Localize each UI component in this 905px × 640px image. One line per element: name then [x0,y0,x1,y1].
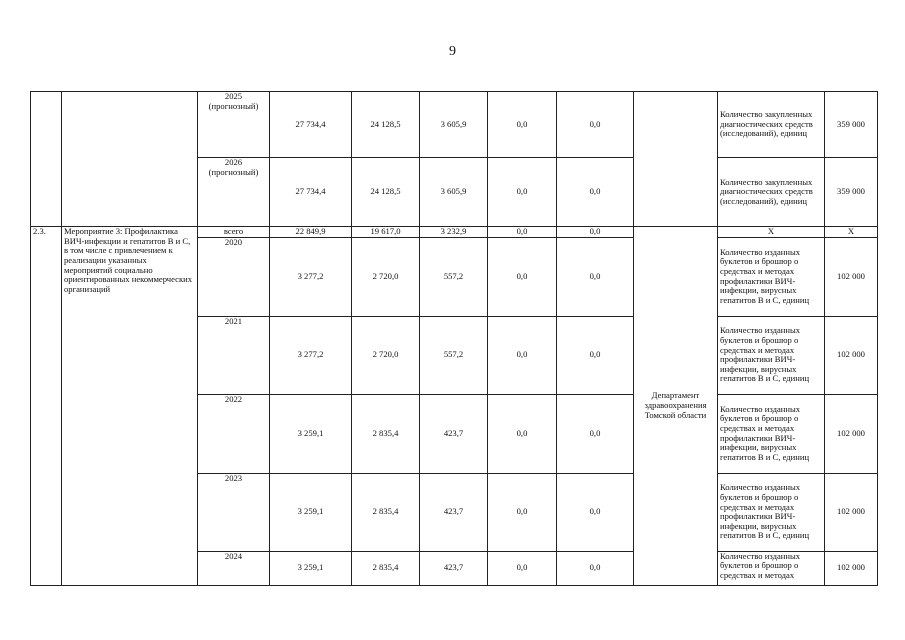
year-cell: 2021 [198,316,270,394]
value-federal: 2 720,0 [352,237,420,316]
year-note: (прогнозный) [208,166,259,177]
value-regional: 423,7 [420,551,488,585]
year-cell: 2022 [198,394,270,473]
value-total: 27 734,4 [270,92,352,158]
year-cell: 2023 [198,473,270,551]
indicator-value: 102 000 [825,473,878,551]
indicator-name: Количество изданных буклетов и брошюр о средствах и методах [718,551,825,585]
value-federal: 2 835,4 [352,394,420,473]
value-total: 3 259,1 [270,473,352,551]
indicator-name: Х [718,227,825,238]
value-federal: 19 617,0 [352,227,420,238]
value-local: 0,0 [488,92,557,158]
executor-cell [634,92,718,227]
indicator-value: 359 000 [825,92,878,158]
value-local: 0,0 [488,158,557,227]
value-other: 0,0 [557,92,634,158]
value-local: 0,0 [488,473,557,551]
value-total: 3 277,2 [270,316,352,394]
value-federal: 2 835,4 [352,473,420,551]
value-federal: 2 835,4 [352,551,420,585]
value-regional: 3 605,9 [420,92,488,158]
value-other: 0,0 [557,551,634,585]
value-other: 0,0 [557,316,634,394]
year-note: (прогнозный) [208,100,259,111]
year-cell [198,158,270,227]
indicator-value: 102 000 [825,237,878,316]
value-federal: 24 128,5 [352,92,420,158]
indicator-value: 359 000 [825,158,878,227]
indicator-name: Количество изданных буклетов и брошюр о средствах и методах профилактики ВИЧ-инфекции, вирусных гепатитов В и С, единиц [718,316,825,394]
year-cell [198,92,270,158]
value-regional: 3 232,9 [420,227,488,238]
number-cell [31,92,62,227]
value-federal: 2 720,0 [352,316,420,394]
value-local: 0,0 [488,551,557,585]
value-local: 0,0 [488,237,557,316]
year-cell: 2024 [198,551,270,585]
indicator-value: 102 000 [825,394,878,473]
value-local: 0,0 [488,394,557,473]
year-label: 2026 [224,157,243,167]
indicator-value: Х [825,227,878,238]
value-other: 0,0 [557,158,634,227]
measure-name: Мероприятие 3: Профилактика ВИЧ-инфекции и гепатитов В и С, в том числе с привлечением к реализации указанных мероприятий социально ориентированных некоммерческих организаций [62,227,198,586]
value-total: 22 849,9 [270,227,352,238]
executor: Департамент здравоохранения Томской области [634,227,718,586]
indicator-name: Количество закупленных диагностических средств (исследований), единиц [718,158,825,227]
indicator-value: 102 000 [825,316,878,394]
year-label: 2025 [224,91,243,101]
value-federal: 24 128,5 [352,158,420,227]
indicator-name: Количество изданных буклетов и брошюр о средствах и методах профилактики ВИЧ-инфекции, вирусных гепатитов В и С, единиц [718,473,825,551]
page-number: 9 [449,44,456,59]
value-other: 0,0 [557,227,634,238]
value-other: 0,0 [557,394,634,473]
table-row-total [31,227,878,238]
value-total: 3 277,2 [270,237,352,316]
total-label: всего [198,227,270,238]
indicator-name: Количество изданных буклетов и брошюр о средствах и методах профилактики ВИЧ-инфекции, вирусных гепатитов В и С, единиц [718,394,825,473]
value-total: 27 734,4 [270,158,352,227]
value-regional: 423,7 [420,473,488,551]
value-regional: 423,7 [420,394,488,473]
value-total: 3 259,1 [270,551,352,585]
indicator-name: Количество закупленных диагностических средств (исследований), единиц [718,92,825,158]
indicator-value: 102 000 [825,551,878,585]
measure-number: 2.3. [31,227,62,586]
indicator-name: Количество изданных буклетов и брошюр о средствах и методах профилактики ВИЧ-инфекции, вирусных гепатитов В и С, единиц [718,237,825,316]
value-other: 0,0 [557,237,634,316]
value-regional: 557,2 [420,316,488,394]
value-regional: 557,2 [420,237,488,316]
value-local: 0,0 [488,316,557,394]
value-other: 0,0 [557,473,634,551]
program-table [30,91,878,586]
value-regional: 3 605,9 [420,158,488,227]
measure-name-cell [62,92,198,227]
value-local: 0,0 [488,227,557,238]
table-row [31,92,878,158]
year-cell: 2020 [198,237,270,316]
value-total: 3 259,1 [270,394,352,473]
